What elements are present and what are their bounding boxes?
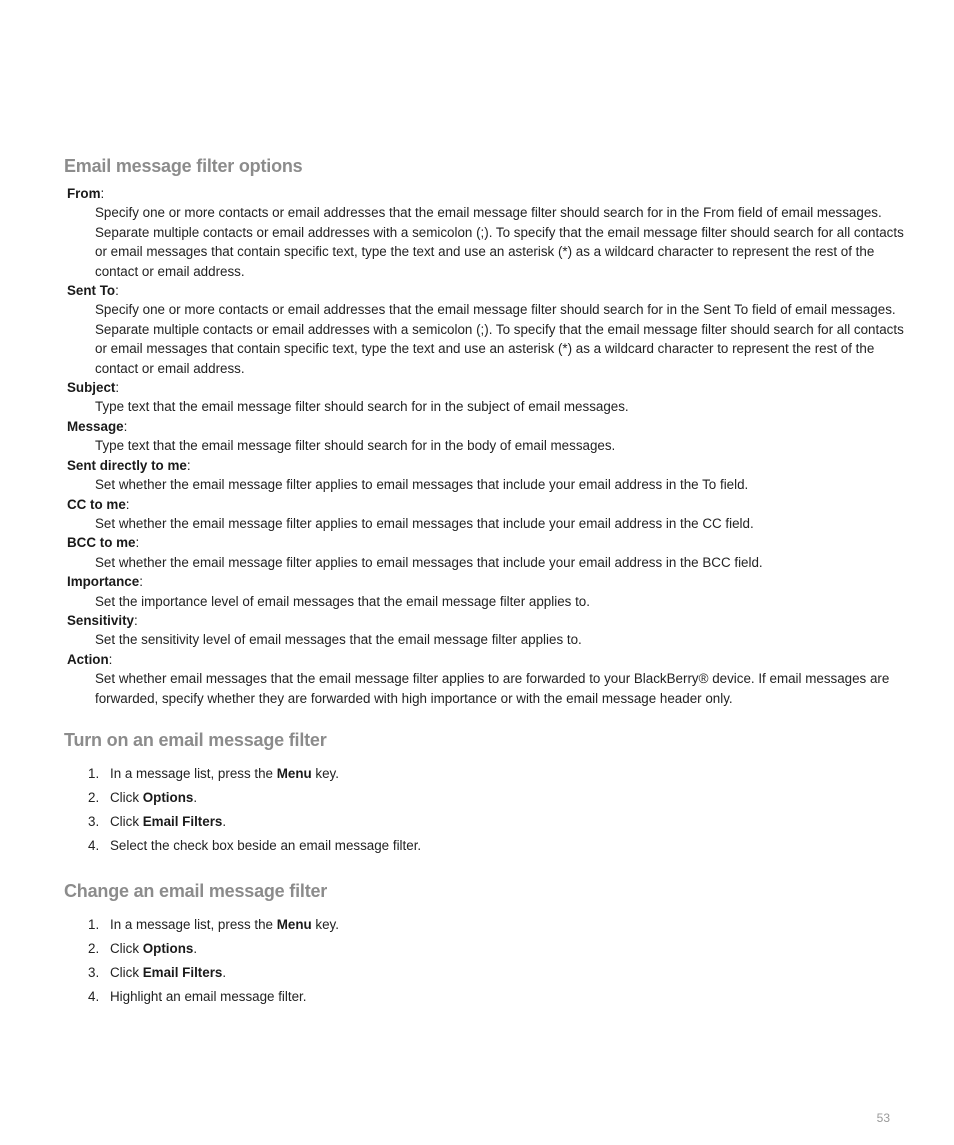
desc-bcc-to-me: Set whether the email message filter applies to email messages that include your email address in the BCC field. [95, 554, 763, 570]
filter-options-list [64, 184, 904, 708]
step-keyword: Email Filters [142, 814, 223, 829]
section-filter-options [64, 156, 904, 708]
step-text-end: key. [311, 917, 339, 932]
term-sent-to [67, 281, 904, 300]
desc-action: Set whether email messages that the email message filter applies to are forwarded to your BlackBerry® device. If email messages are forwarded, specify whether they are forwarded with high importance or with the email message header only. [95, 671, 890, 706]
term-colon: : [133, 612, 138, 628]
section-heading-change-filter: Change an email message filter [64, 881, 328, 901]
term-importance [67, 572, 904, 591]
term-colon: : [100, 186, 105, 201]
term-sensitivity [67, 611, 904, 630]
section-turn-on-filter [64, 730, 904, 858]
list-item [64, 834, 904, 858]
term-colon: : [123, 418, 128, 434]
desc-sent-to: Specify one or more contacts or email addresses that the email message filter should search for in the Sent To field of email messages. Separate multiple contacts or email addresses with a semicolon (;). To specify that the email message filter should search for all contacts or email messages that contain specific text, type the text and use an asterisk (*) as a wildcard character to represent the rest of the contact or email address. [95, 302, 904, 376]
list-item [64, 810, 904, 834]
step-number: 4. [88, 838, 100, 853]
step-keyword: Options [142, 941, 194, 956]
list-item [64, 985, 904, 1009]
term-bcc-to-me [67, 533, 904, 552]
term-colon: : [125, 496, 130, 512]
term-label: Importance [67, 574, 140, 590]
term-colon: : [115, 380, 120, 396]
step-text: Select the check box beside an email message filter. [110, 838, 422, 853]
term-colon: : [186, 457, 191, 473]
term-cc-to-me [67, 495, 904, 514]
term-label: CC to me [67, 496, 126, 512]
term-label: Sent To [67, 283, 116, 299]
step-number: 2. [88, 941, 100, 956]
desc-cc-to-me: Set whether the email message filter applies to email messages that include your email address in the CC field. [95, 515, 754, 531]
desc-from: Specify one or more contacts or email addresses that the email message filter should search for in the From field of email messages. Separate multiple contacts or email addresses with a semicolon (;). To specify that the email message filter should search for all contacts or email messages that contain specific text, type the text and use an asterisk (*) as a wildcard character to represent the rest of the contact or email address. [95, 205, 904, 279]
term-label: From [67, 186, 101, 201]
term-colon: : [135, 535, 140, 551]
step-number: 3. [88, 965, 100, 980]
section-heading-filter-options: Email message filter options [64, 156, 303, 176]
steps-list-turn-on [64, 762, 904, 858]
step-text: Highlight an email message filter. [110, 989, 307, 1004]
term-label: Message [67, 418, 124, 434]
step-text: Click [110, 941, 143, 956]
step-text: Click [110, 965, 143, 980]
term-label: Sensitivity [67, 612, 134, 628]
term-subject [67, 378, 904, 397]
steps-list-change [64, 913, 904, 1009]
step-text: In a message list, press the [110, 917, 277, 932]
step-number: 4. [88, 989, 100, 1004]
step-text: In a message list, press the [110, 766, 277, 781]
desc-importance: Set the importance level of email messages that the email message filter applies to. [95, 593, 590, 609]
step-number: 1. [88, 917, 100, 932]
term-from [67, 184, 904, 203]
step-text: Click [110, 790, 143, 805]
list-item [64, 762, 904, 786]
term-colon: : [115, 283, 119, 299]
step-text: Click [110, 814, 143, 829]
step-text-end: . [222, 965, 227, 980]
step-number: 3. [88, 814, 100, 829]
term-colon: : [108, 651, 113, 667]
term-label: Action [67, 651, 109, 667]
list-item [64, 937, 904, 961]
step-keyword: Menu [276, 766, 312, 781]
step-text-end: . [193, 790, 198, 805]
list-item [64, 961, 904, 985]
section-change-filter [64, 881, 904, 1009]
term-colon: : [139, 574, 143, 590]
step-text-end: . [193, 941, 198, 956]
term-label: Sent directly to me [67, 457, 187, 473]
step-keyword: Menu [276, 917, 312, 932]
step-keyword: Email Filters [142, 965, 223, 980]
desc-subject: Type text that the email message filter should search for in the subject of email messages. [95, 399, 629, 415]
desc-sent-directly-to-me: Set whether the email message filter applies to email messages that include your email address in the To field. [95, 477, 749, 493]
list-item [64, 913, 904, 937]
desc-sensitivity: Set the sensitivity level of email messages that the email message filter applies to. [95, 632, 582, 648]
step-number: 2. [88, 790, 100, 805]
term-sent-directly-to-me [67, 456, 904, 475]
term-label: BCC to me [67, 535, 136, 551]
list-item [64, 786, 904, 810]
step-number: 1. [88, 766, 100, 781]
step-text-end: . [222, 814, 227, 829]
step-keyword: Options [142, 790, 194, 805]
section-heading-turn-on-filter: Turn on an email message filter [64, 730, 327, 750]
term-action [67, 650, 904, 669]
page-number: 53 [876, 1111, 890, 1125]
term-label: Subject [67, 380, 116, 396]
step-text-end: key. [311, 766, 339, 781]
term-message [67, 417, 904, 436]
desc-message: Type text that the email message filter should search for in the body of email messages. [95, 438, 616, 454]
